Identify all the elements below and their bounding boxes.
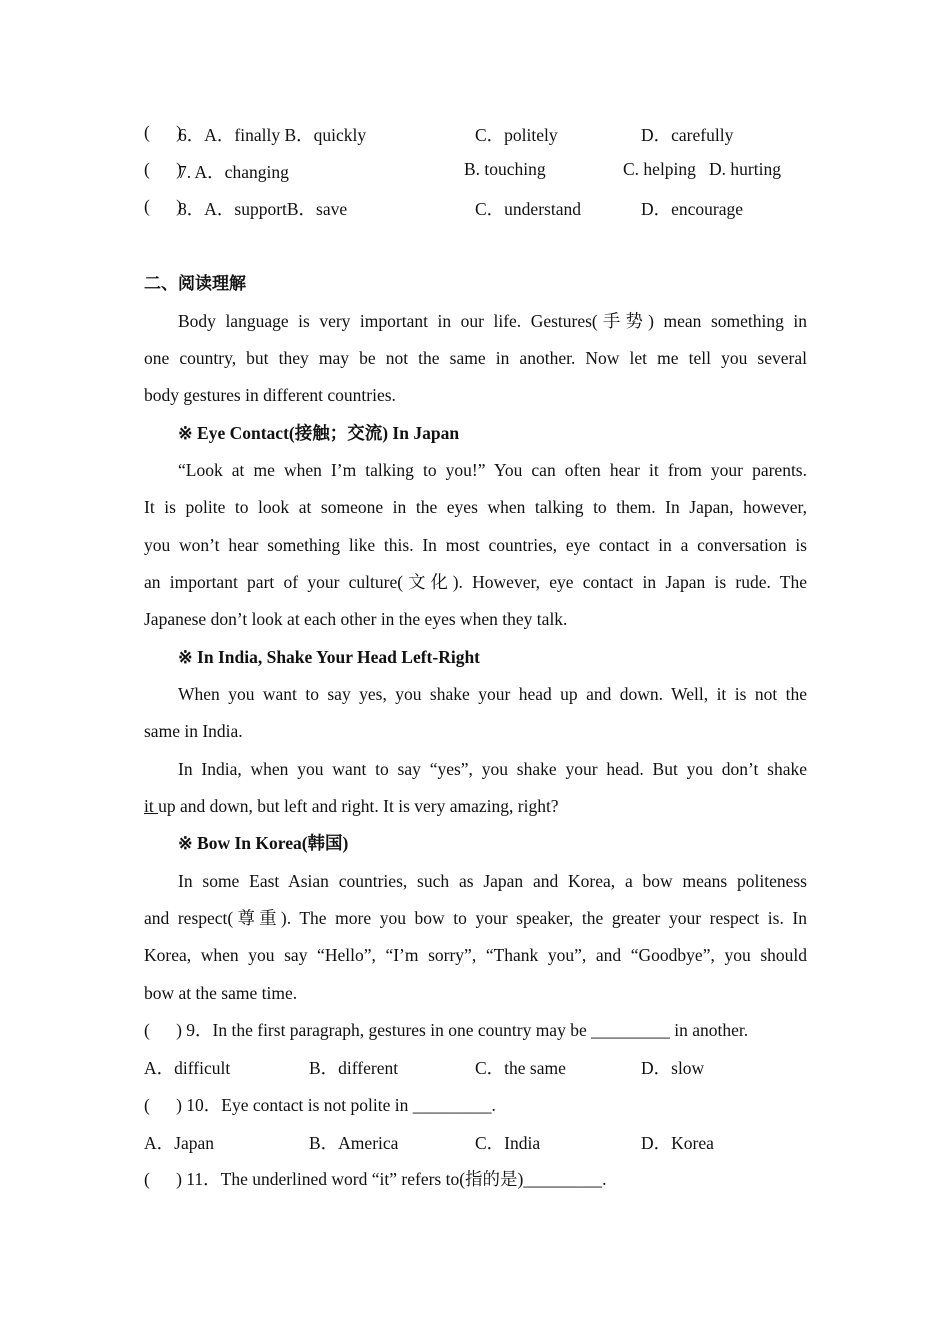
intro-line-1: Body language is very important in our life. Gestures(手势) mean something in: [178, 311, 807, 331]
q9-option-a: A．difficult: [144, 1058, 231, 1078]
p4-line-2: and respect(尊重). The more you bow to your speaker, the greater your respect is. In: [144, 908, 807, 928]
question-10: ( ) 10．Eye contact is not polite in _________.: [144, 1095, 496, 1115]
option-ab: 6．A．finally B．quickly: [178, 125, 367, 145]
p2-line-1: When you want to say yes, you shake your head up and down. Well, it is not the: [178, 684, 807, 704]
option-b: B. touching: [464, 159, 546, 179]
option-c: C．politely: [475, 125, 558, 145]
q10-option-a: A．Japan: [144, 1133, 214, 1153]
p4-line-4: bow at the same time.: [144, 983, 298, 1003]
answer-paren: ( ): [144, 122, 182, 142]
p3-line-1: In India, when you want to say “yes”, you shake your head. But you don’t shake: [178, 759, 807, 779]
option-d: D．encourage: [641, 199, 744, 219]
question-11: ( ) 11．The underlined word “it” refers to(指的是)_________.: [144, 1169, 607, 1189]
p1-line-2: It is polite to look at someone in the eyes when talking to them. In Japan, however,: [144, 497, 807, 517]
underlined-it: it: [144, 796, 159, 816]
q9-option-d: D．slow: [641, 1058, 705, 1078]
heading-eye-contact: ※ Eye Contact(接触；交流) In Japan: [178, 423, 460, 443]
p1-line-5: Japanese don’t look at each other in the eyes when they talk.: [144, 609, 568, 629]
heading-india: ※ In India, Shake Your Head Left-Right: [178, 647, 481, 667]
p1-line-3: you won’t hear something like this. In most countries, eye contact in a conversation is: [144, 535, 807, 555]
option-cd: C. helping D. hurting: [623, 159, 781, 179]
p3-line-2-rest: up and down, but left and right. It is very amazing, right?: [158, 796, 559, 816]
answer-paren: ( ): [144, 159, 182, 179]
heading-korea: ※ Bow In Korea(韩国): [178, 833, 349, 853]
option-c: C．understand: [475, 199, 581, 219]
q10-option-c: C．India: [475, 1133, 541, 1153]
intro-line-2: one country, but they may be not the same in another. Now let me tell you several: [144, 348, 807, 368]
section-title: 二、阅读理解: [144, 274, 246, 294]
q9-option-b: B．different: [309, 1058, 399, 1078]
option-d: D．carefully: [641, 125, 734, 145]
option-a: 7. A．changing: [178, 162, 289, 182]
q10-option-b: B．America: [309, 1133, 399, 1153]
p1-line-1: “Look at me when I’m talking to you!” You can often hear it from your parents.: [178, 460, 807, 480]
p4-line-3: Korea, when you say “Hello”, “I’m sorry”, “Thank you”, and “Goodbye”, you should: [144, 945, 807, 965]
p4-line-1: In some East Asian countries, such as Japan and Korea, a bow means politeness: [178, 871, 807, 891]
intro-line-3: body gestures in different countries.: [144, 385, 396, 405]
answer-paren: ( ): [144, 196, 182, 216]
p1-line-4: an important part of your culture(文化). However, eye contact in Japan is rude. The: [144, 572, 807, 592]
q9-option-c: C．the same: [475, 1058, 566, 1078]
p3-line-2: [144, 794, 559, 818]
p2-line-2: same in India.: [144, 721, 243, 741]
q10-option-d: D．Korea: [641, 1133, 714, 1153]
question-9: ( ) 9．In the first paragraph, gestures in one country may be _________ in another.: [144, 1020, 749, 1040]
option-ab: 8．A．supportB．save: [178, 199, 348, 219]
